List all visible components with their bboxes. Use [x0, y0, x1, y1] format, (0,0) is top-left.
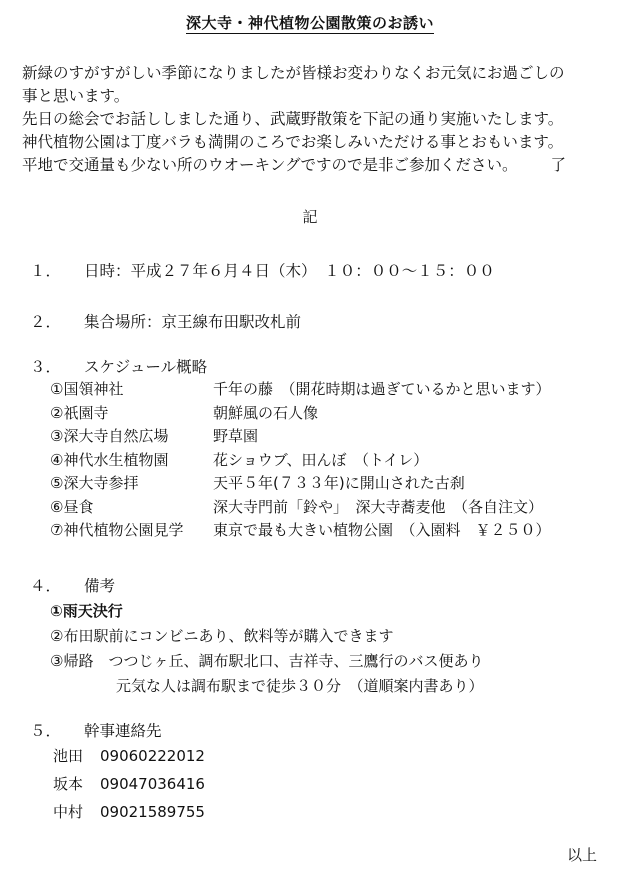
section-schedule [30, 355, 207, 377]
note-walk: 元気な人は調布駅まで徒歩３０分 （道順案内書あり） [116, 677, 484, 695]
schedule-desc: 朝鮮風の石人像 [213, 403, 319, 422]
intro-line: 事と思います。 [22, 87, 130, 105]
schedule-row [50, 496, 551, 520]
note-return: ③帰路 つつじヶ丘、調布駅北口、吉祥寺、三鷹行のバス便あり [50, 652, 484, 670]
schedule-place: ⑤深大寺参拝 [50, 474, 139, 492]
document-title [0, 12, 620, 33]
section-meeting-place [30, 310, 301, 332]
intro-line: 神代植物公園は丁度バラも満開のころでお楽しみいただける事とおもいます。 [22, 133, 564, 151]
contacts-list [53, 742, 205, 826]
section-datetime [30, 259, 495, 281]
schedule-desc: 千年の藤 （開花時期は過ぎているかと思います） [213, 380, 551, 398]
section-number: ３． [30, 358, 62, 376]
schedule-desc: 天平５年(７３３年)に開山された古刹 [213, 474, 465, 492]
note-rain: ①雨天決行 [50, 602, 123, 620]
schedule-list [50, 378, 551, 543]
section-number: ４． [30, 577, 62, 595]
schedule-place: ⑥昼食 [50, 497, 94, 516]
section-notes [30, 574, 115, 596]
section-number: ２． [30, 313, 62, 331]
intro-end-mark: 了 [550, 156, 566, 174]
schedule-desc: 花ショウブ、田んぼ （トイレ） [213, 450, 429, 469]
intro-paragraph [22, 62, 612, 177]
ki-heading: 記 [302, 208, 318, 226]
schedule-desc: 野草園 [213, 427, 259, 445]
intro-line: 新緑のすがすがしい季節になりましたが皆様お変わりなくお元気にお過ごしの [22, 64, 565, 82]
contact-phone: 09060222012 [100, 747, 205, 765]
contact-name: 池田 [53, 747, 84, 765]
section-number: ５． [30, 722, 62, 740]
note-convenience: ②布田駅前にコンビニあり、飲料等が購入できます [50, 627, 394, 645]
contact-row [53, 798, 205, 826]
schedule-place: ④神代水生植物園 [50, 450, 169, 469]
contact-name: 坂本 [53, 775, 84, 793]
section-text: 備考 [84, 577, 116, 595]
title-text: 深大寺・神代植物公園散策のお誘い [185, 14, 434, 32]
schedule-place: ①国領神社 [50, 380, 124, 398]
schedule-desc: 深大寺門前「鈴や」 深大寺蕎麦他 （各自注文） [213, 497, 544, 516]
schedule-place: ③深大寺自然広場 [50, 427, 169, 445]
schedule-row [50, 425, 551, 449]
closing-mark: 以上 [566, 846, 597, 864]
schedule-row [50, 378, 551, 402]
schedule-row [50, 402, 551, 426]
section-number: １． [30, 262, 62, 280]
contact-name: 中村 [53, 803, 84, 821]
schedule-row [50, 519, 551, 543]
schedule-row [50, 472, 551, 496]
section-text: 集合場所：京王線布田駅改札前 [84, 313, 302, 331]
intro-line-last [22, 154, 612, 177]
section-contacts [30, 719, 162, 741]
schedule-place: ⑦神代植物公園見学 [50, 521, 184, 539]
schedule-row [50, 449, 551, 473]
section-text: 幹事連絡先 [84, 722, 162, 740]
intro-line: 先日の総会でお話ししました通り、武蔵野散策を下記の通り実施いたします。 [22, 110, 564, 128]
notes-list [50, 599, 484, 699]
section-text: スケジュール概略 [84, 358, 208, 376]
contact-row [53, 742, 205, 770]
contact-phone: 09021589755 [100, 803, 205, 821]
section-text: 日時：平成２７年６月４日（木） １０：００～１５：００ [84, 262, 495, 280]
contact-phone: 09047036416 [100, 775, 205, 793]
schedule-desc: 東京で最も大きい植物公園 （入園料 ￥２５０） [213, 521, 551, 539]
contact-row [53, 770, 205, 798]
schedule-place: ②祇園寺 [50, 403, 109, 422]
intro-line: 平地で交通量も少ない所のウオーキングですので是非ご参加ください。 [22, 156, 518, 174]
